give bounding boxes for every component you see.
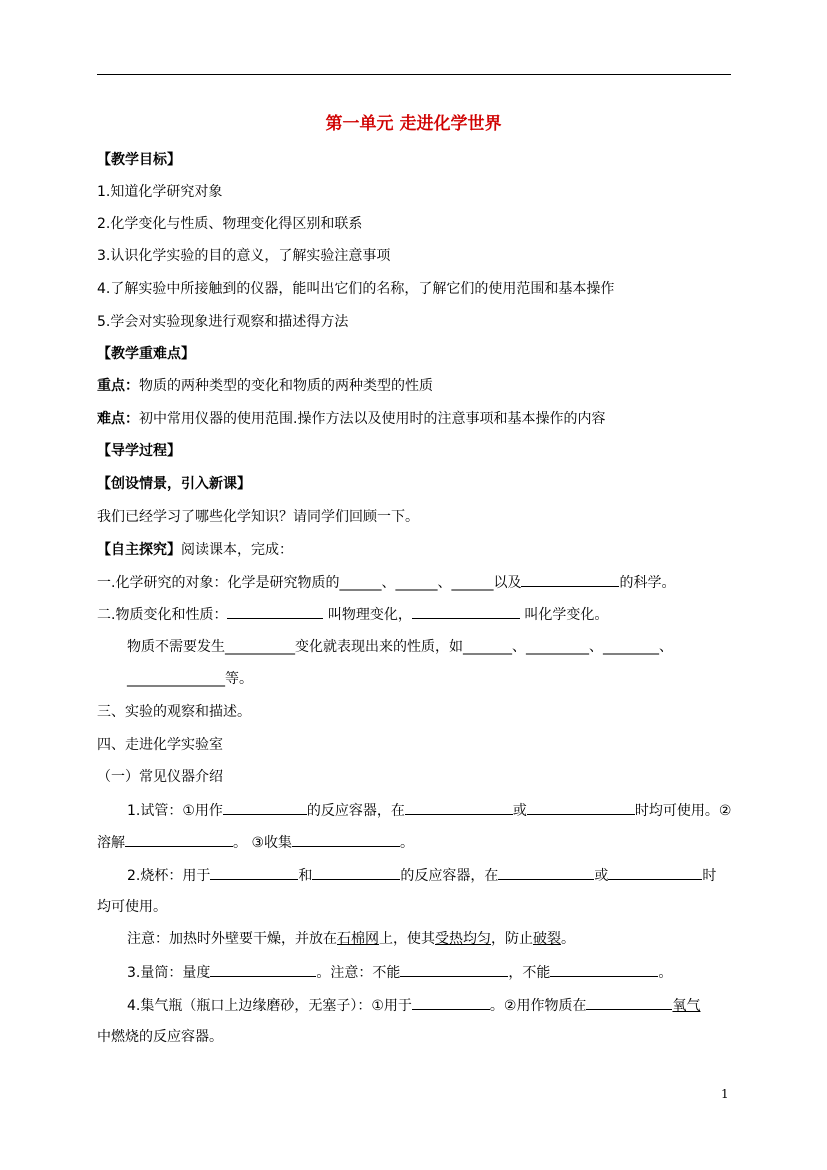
section-3: 三、实验的观察和描述。	[97, 704, 251, 720]
page-number: 1	[721, 1087, 729, 1101]
note-answer: 石棉网	[337, 931, 379, 947]
goal-item: 1.知道化学研究对象	[97, 184, 223, 200]
instrument-2	[127, 865, 716, 886]
instrument-4	[127, 995, 700, 1016]
note-text: 。	[561, 931, 575, 947]
i3-text: ，不能	[508, 965, 551, 981]
blank[interactable]	[210, 962, 316, 977]
goal-item: 2.化学变化与性质、物理变化得区别和联系	[97, 216, 363, 232]
key-heading: 【教学重难点】	[97, 346, 195, 362]
q2-text: 叫物理变化，	[323, 607, 412, 623]
key-text: 物质的两种类型的变化和物质的两种类型的性质	[139, 378, 433, 394]
note-answer: 破裂	[533, 931, 561, 947]
page-title: 第一单元 走进化学世界	[325, 114, 502, 134]
i2-text: 时	[702, 868, 717, 884]
diff-text: 初中常用仪器的使用范围.操作方法以及使用时的注意事项和基本操作的内容	[139, 411, 606, 427]
i4-answer: 氧气	[672, 998, 701, 1014]
i3-text: 3.量筒：量度	[127, 965, 211, 981]
note-line	[127, 929, 575, 949]
key-label: 重点：	[97, 378, 139, 394]
note-answer: 受热均匀	[435, 931, 491, 947]
question-1	[97, 572, 675, 593]
i4-text: 4.集气瓶（瓶口上边缘磨砂，无塞子）：①用于	[127, 998, 412, 1014]
q1-text: 一.化学研究的对象：化学是研究物质的______、______、______以及	[97, 575, 522, 591]
i2-text: 和	[298, 868, 313, 884]
blank[interactable]	[586, 995, 672, 1010]
explore-heading: 【自主探究】	[97, 542, 181, 558]
i1-text: 的反应容器，在	[306, 803, 405, 819]
q2-line2: 物质不需要发生__________变化就表现出来的性质，如_______、_________、________、	[127, 639, 673, 655]
explore-text: 阅读课本，完成：	[181, 542, 293, 558]
i3-text: 。	[658, 965, 673, 981]
blank[interactable]	[125, 832, 233, 847]
blank[interactable]	[412, 995, 490, 1010]
goal-item: 5.学会对实验现象进行观察和描述得方法	[97, 314, 349, 330]
intro-heading: 【创设情景，引入新课】	[97, 476, 251, 492]
header-rule	[97, 74, 731, 75]
blank[interactable]	[498, 865, 594, 880]
section-4: 四、走进化学实验室	[97, 737, 223, 753]
blank[interactable]	[527, 800, 635, 815]
i2-text: 的反应容器，在	[400, 868, 499, 884]
blank[interactable]	[227, 604, 323, 619]
i1-text: 或	[512, 803, 527, 819]
instrument-1-cont	[97, 832, 414, 853]
goal-item: 3.认识化学实验的目的意义，了解实验注意事项	[97, 248, 391, 264]
instrument-1	[127, 800, 731, 821]
instrument-4-cont: 中燃烧的反应容器。	[97, 1029, 223, 1045]
q1-text-end: 的科学。	[619, 575, 676, 591]
question-2	[97, 604, 608, 625]
blank[interactable]	[608, 865, 702, 880]
i1-text: 1.试管：①用作	[127, 803, 223, 819]
blank[interactable]	[412, 604, 520, 619]
q2-text: 二.物质变化和性质：	[97, 607, 228, 623]
goals-heading: 【教学目标】	[97, 152, 181, 168]
q2-line3: ______________等。	[127, 671, 253, 687]
blank[interactable]	[223, 800, 307, 815]
section-4-1: （一）常见仪器介绍	[97, 769, 223, 785]
blank[interactable]	[521, 572, 619, 587]
instrument-2-cont: 均可使用。	[97, 899, 167, 915]
note-text: 注意：加热时外壁要干燥，并放在	[127, 931, 337, 947]
i4-text: 。②用作物质在	[489, 998, 587, 1014]
diff-label: 难点：	[97, 411, 139, 427]
blank[interactable]	[400, 962, 508, 977]
i1-text: 时均可使用。②	[634, 803, 732, 819]
explore-line	[97, 540, 293, 560]
i2-text: 2.烧杯：用于	[127, 868, 211, 884]
difficult-point	[97, 409, 605, 429]
instrument-3	[127, 962, 672, 983]
note-text: ，防止	[491, 931, 533, 947]
q2-text: 叫化学变化。	[519, 607, 609, 623]
i1-text: 。 ③收集	[233, 835, 293, 851]
i1-text: 。	[400, 835, 415, 851]
note-text: 上，使其	[379, 931, 435, 947]
blank[interactable]	[405, 800, 513, 815]
process-heading: 【导学过程】	[97, 443, 181, 459]
intro-text: 我们已经学习了哪些化学知识？请同学们回顾一下。	[97, 509, 419, 525]
i3-text: 。注意：不能	[316, 965, 401, 981]
blank[interactable]	[312, 865, 400, 880]
goal-item: 4.了解实验中所接触到的仪器，能叫出它们的名称，了解它们的使用范围和基本操作	[97, 281, 615, 297]
key-point	[97, 376, 433, 396]
blank[interactable]	[210, 865, 298, 880]
i2-text: 或	[594, 868, 609, 884]
blank[interactable]	[292, 832, 400, 847]
i1-text: 溶解	[97, 835, 125, 851]
blank[interactable]	[550, 962, 658, 977]
